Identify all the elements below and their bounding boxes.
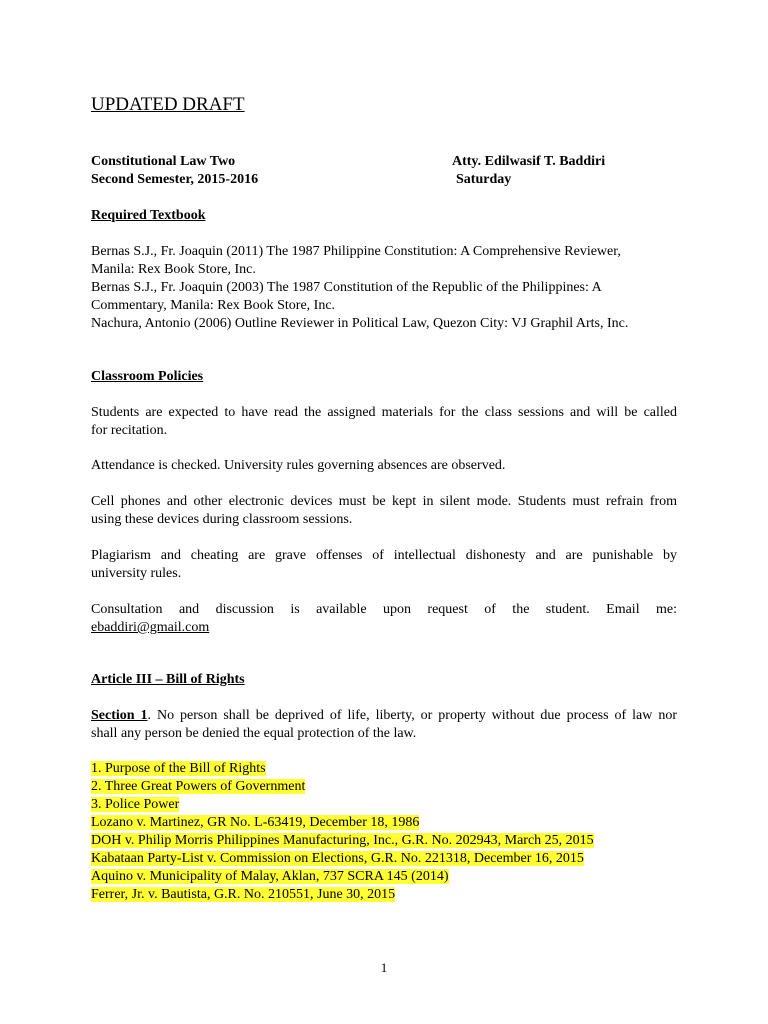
textbook-entry: Bernas S.J., Fr. Joaquin (2003) The 1987 Constitution of the Republic of the Philippines: A	[91, 280, 602, 295]
textbook-entry: Nachura, Antonio (2006) Outline Reviewer in Political Law, Quezon City: VJ Graphil Arts, Inc.	[91, 316, 629, 331]
policy-paragraph-5	[91, 601, 677, 637]
policies-heading: Classroom Policies	[91, 369, 204, 384]
textbook-entry: Manila: Rex Book Store, Inc.	[91, 262, 256, 277]
course-name: Constitutional Law Two	[91, 154, 236, 169]
highlighted-topics	[91, 760, 677, 904]
policy-text: Plagiarism and cheating are grave offenses of intellectual dishonesty and are punishable by	[91, 548, 677, 563]
topic-item: 2. Three Great Powers of Government	[91, 779, 306, 794]
policy-text: using these devices during classroom sessions.	[91, 512, 353, 527]
policy-text: for recitation.	[91, 423, 168, 438]
case-citation: Kabataan Party-List v. Commission on Elections, G.R. No. 221318, December 16, 2015	[91, 851, 584, 866]
section-text: . No person shall be deprived of life, liberty, or property without due process of law nor	[147, 708, 677, 723]
textbook-list	[91, 243, 677, 333]
policy-paragraph-2	[91, 457, 677, 475]
case-citation: Aquino v. Municipality of Malay, Aklan, 737 SCRA 145 (2014)	[91, 869, 449, 884]
policy-text: Attendance is checked. University rules governing absences are observed.	[91, 458, 506, 473]
case-citation: DOH v. Philip Morris Philippines Manufacturing, Inc., G.R. No. 202943, March 25, 2015	[91, 833, 594, 848]
topic-item: 1. Purpose of the Bill of Rights	[91, 761, 266, 776]
email-link[interactable]: ebaddiri@gmail.com	[91, 620, 210, 635]
section-1	[91, 707, 677, 743]
policy-text: university rules.	[91, 566, 182, 581]
instructor-name: Atty. Edilwasif T. Baddiri	[452, 154, 606, 169]
topic-item: 3. Police Power	[91, 797, 180, 812]
page-number: 1	[380, 960, 388, 975]
policy-paragraph-3	[91, 493, 677, 529]
policy-text: Cell phones and other electronic devices must be kept in silent mode. Students must refrain from	[91, 494, 677, 509]
policy-paragraph-1	[91, 404, 677, 440]
document-title: UPDATED DRAFT	[91, 94, 245, 115]
policy-text: Students are expected to have read the assigned materials for the class sessions and will be called	[91, 405, 677, 420]
class-day: Saturday	[456, 172, 512, 187]
policy-paragraph-4	[91, 547, 677, 583]
textbook-entry: Commentary, Manila: Rex Book Store, Inc.	[91, 298, 336, 313]
textbook-entry: Bernas S.J., Fr. Joaquin (2011) The 1987 Philippine Constitution: A Comprehensive Reviewer,	[91, 244, 621, 259]
section-label: Section 1	[91, 708, 148, 723]
textbook-heading: Required Textbook	[91, 208, 206, 223]
article-heading: Article III – Bill of Rights	[91, 672, 245, 687]
policy-text: Consultation and discussion is available upon request of the student. Email me:	[91, 602, 677, 617]
case-citation: Lozano v. Martinez, GR No. L-63419, December 18, 1986	[91, 815, 420, 830]
section-text: shall any person be denied the equal protection of the law.	[91, 726, 417, 741]
case-citation: Ferrer, Jr. v. Bautista, G.R. No. 210551, June 30, 2015	[91, 887, 396, 902]
semester: Second Semester, 2015-2016	[91, 172, 259, 187]
